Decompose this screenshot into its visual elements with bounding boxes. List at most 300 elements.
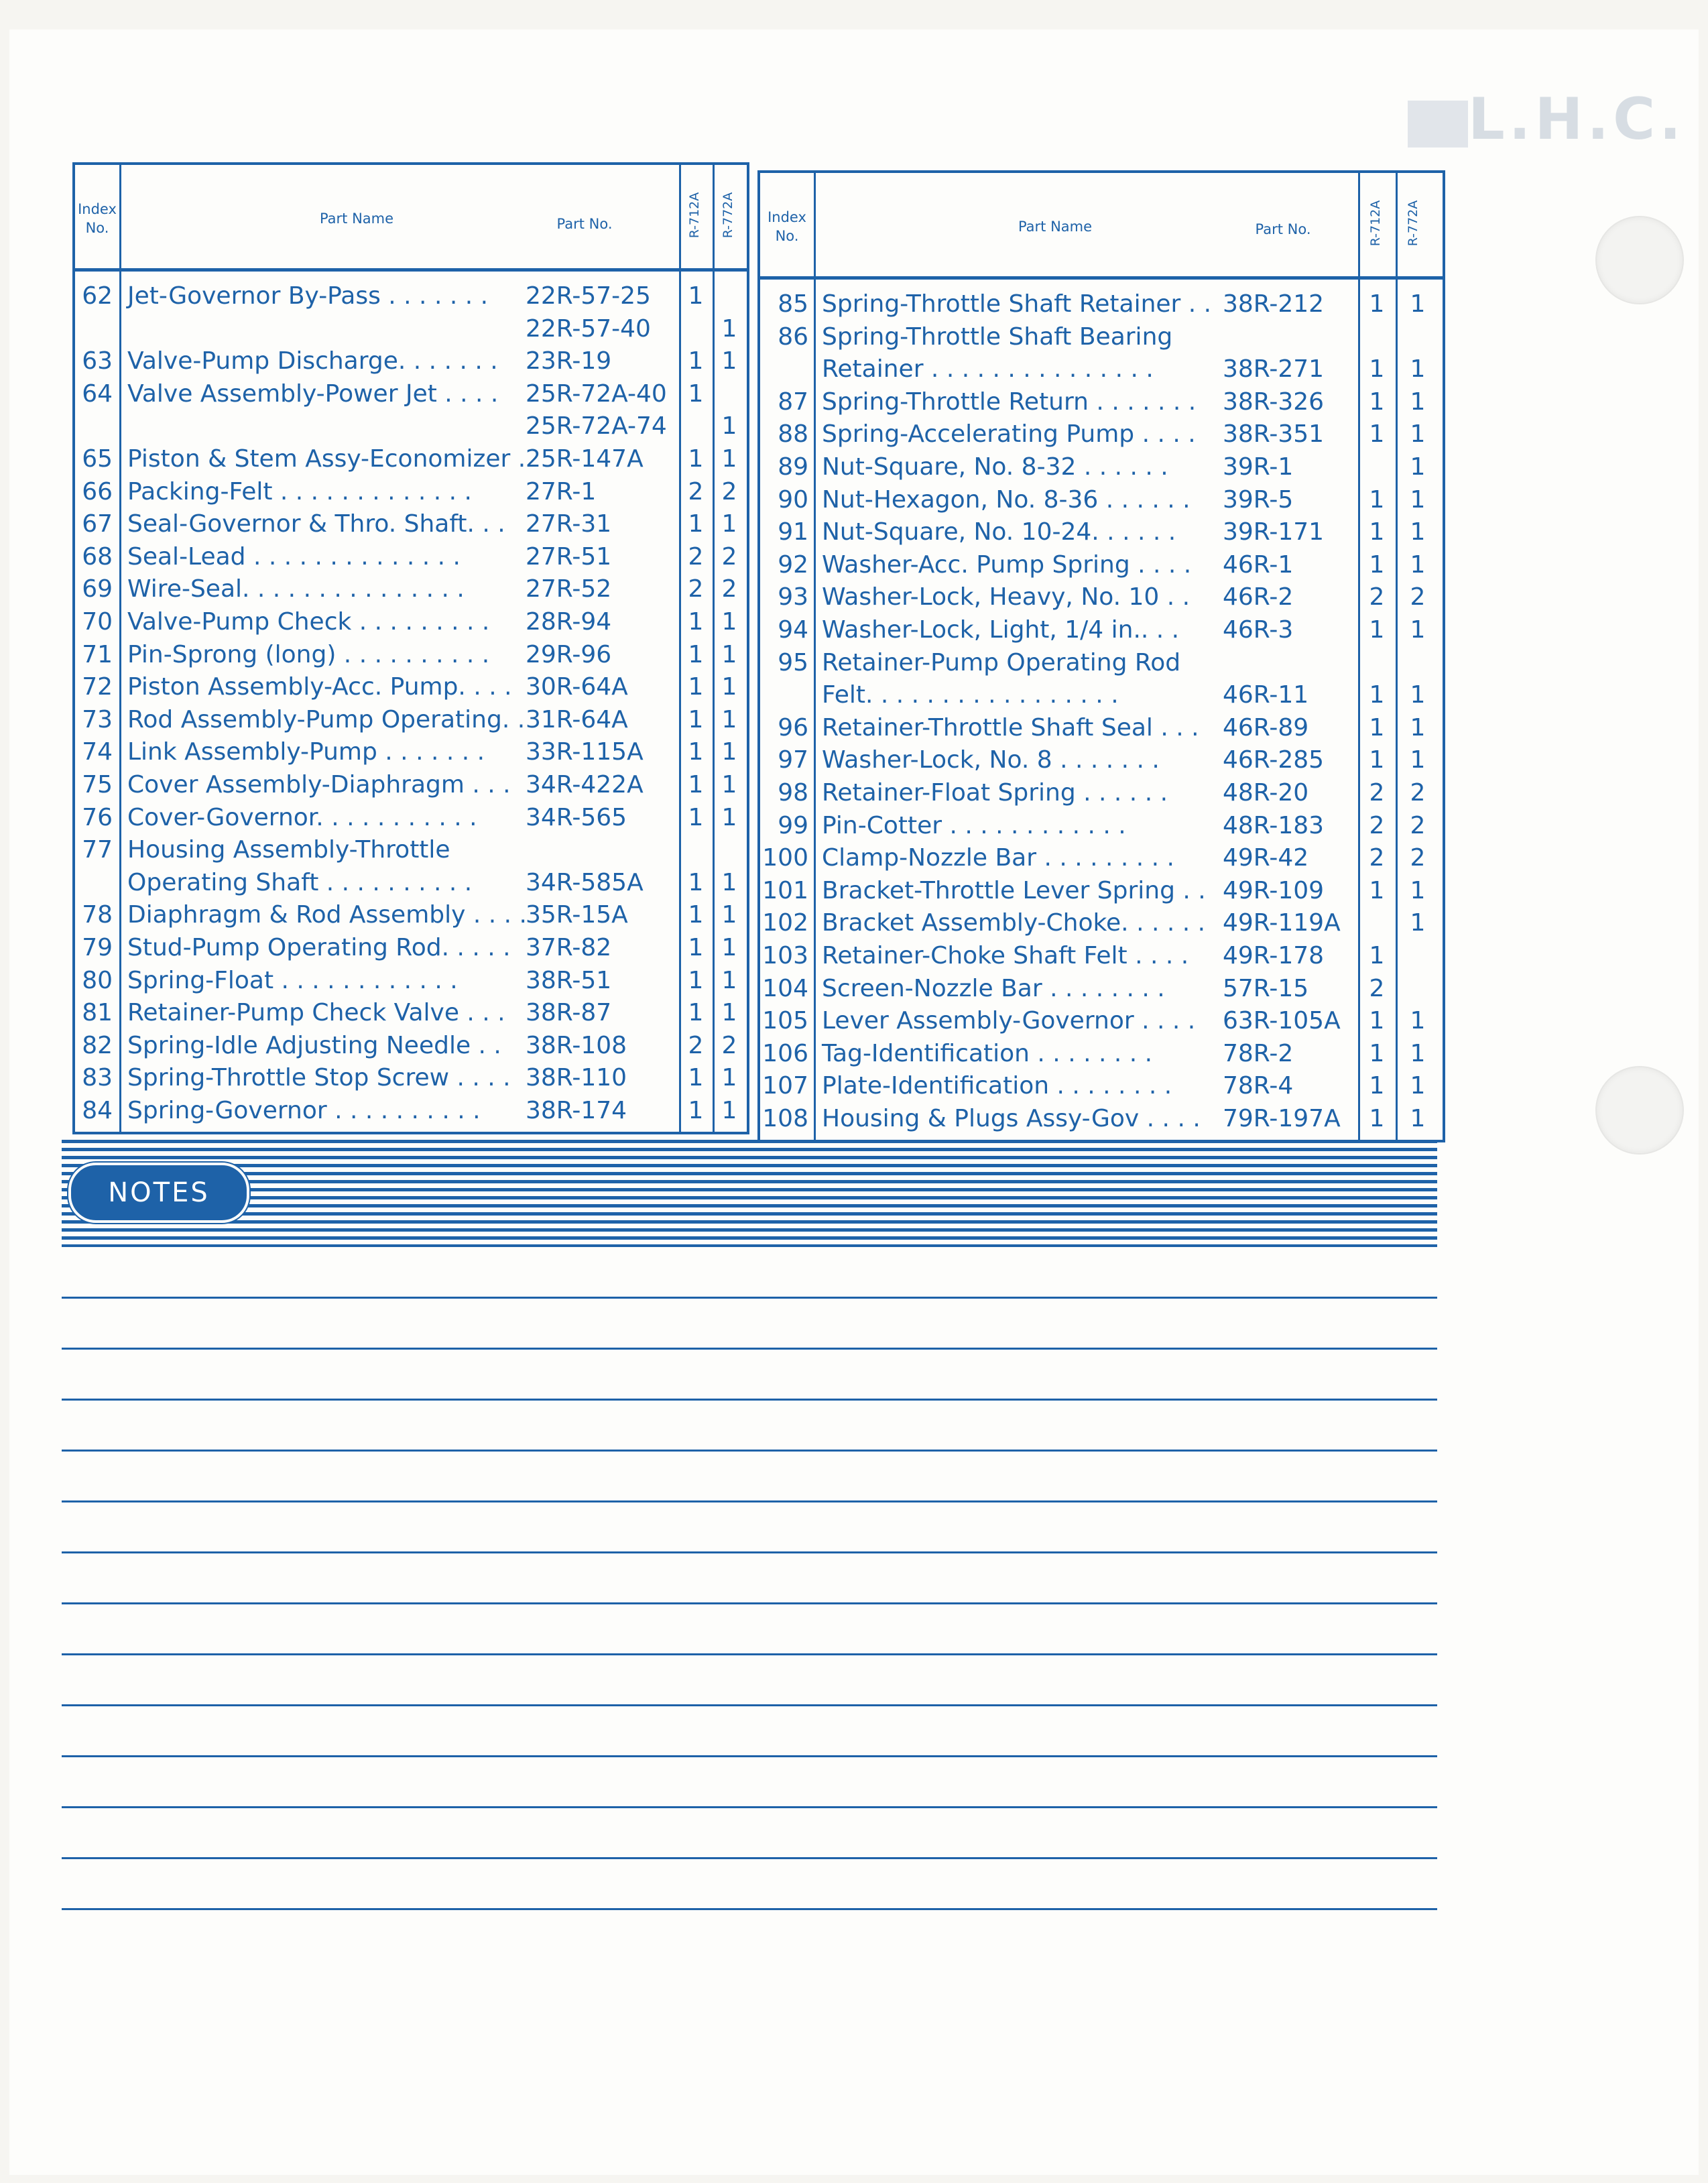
part-name-cell: Retainer-Float Spring . . . . . . [822, 779, 1168, 807]
part-number-cell: 22R-57-25 [526, 282, 651, 310]
qty-r712a-cell: 1 [688, 738, 704, 766]
qty-r712a-cell: 1 [688, 705, 704, 733]
part-number-cell: 34R-585A [526, 868, 644, 896]
part-number-cell: 38R-87 [526, 999, 612, 1027]
qty-r712a-cell: 1 [1369, 518, 1385, 546]
part-number-cell: 39R-5 [1223, 485, 1294, 514]
index-cell: 105 [762, 1007, 808, 1035]
part-name-cell: Seal-Governor & Thro. Shaft. . . [127, 510, 505, 538]
qty-r772a-cell: 1 [1410, 388, 1426, 416]
index-cell: 66 [82, 477, 113, 506]
part-number-cell: 25R-72A-74 [526, 412, 667, 440]
note-line [62, 1857, 1437, 1859]
qty-r712a-cell: 1 [1369, 485, 1385, 514]
part-name-cell: Spring-Throttle Shaft Bearing [822, 322, 1173, 351]
part-number-cell: 48R-183 [1223, 811, 1325, 839]
table-row [75, 443, 747, 475]
index-cell: 94 [778, 616, 808, 644]
bleed-through-block [1408, 101, 1468, 148]
bleed-through-title: L.H.C. [1468, 86, 1685, 153]
part-name-cell: Housing Assembly-Throttle [127, 836, 450, 864]
qty-r712a-cell: 2 [1369, 779, 1385, 807]
part-name-cell: Pin-Cotter . . . . . . . . . . . . [822, 811, 1126, 839]
qty-r772a-cell: 2 [1410, 811, 1426, 839]
table-row [75, 508, 747, 540]
part-number-cell: 38R-110 [526, 1064, 627, 1092]
index-cell: 98 [778, 779, 808, 807]
table-row [75, 606, 747, 638]
qty-r772a-cell: 1 [721, 934, 737, 961]
table-row [75, 834, 747, 866]
index-cell: 81 [82, 999, 113, 1027]
qty-r772a-cell: 1 [721, 673, 737, 701]
qty-r712a-cell: 1 [688, 510, 704, 538]
header-part-no: Part No. [556, 216, 613, 232]
table-row [75, 769, 747, 801]
index-cell: 88 [778, 420, 808, 449]
index-cell: 90 [778, 485, 808, 514]
part-name-cell: Link Assembly-Pump . . . . . . . [127, 738, 485, 766]
part-number-cell: 46R-11 [1223, 681, 1309, 709]
index-cell: 68 [82, 542, 113, 571]
part-number-cell: 29R-96 [526, 640, 612, 668]
qty-r772a-cell: 1 [1410, 420, 1426, 449]
part-number-cell: 39R-171 [1223, 518, 1325, 546]
index-cell: 108 [762, 1105, 808, 1132]
qty-r712a-cell: 2 [1369, 583, 1385, 611]
part-number-cell: 34R-422A [526, 771, 644, 799]
part-number-cell: 25R-147A [526, 445, 644, 473]
qty-r772a-cell: 1 [721, 1097, 737, 1124]
part-number-cell: 79R-197A [1223, 1105, 1341, 1132]
part-name-cell: Spring-Throttle Stop Screw . . . . [127, 1064, 511, 1092]
note-line [62, 1551, 1437, 1553]
index-cell: 91 [778, 518, 808, 546]
parts-table-left [72, 162, 749, 1134]
table-row [760, 288, 1443, 320]
qty-r712a-cell: 2 [688, 477, 704, 506]
qty-r712a-cell: 1 [688, 1097, 704, 1124]
qty-r772a-cell: 1 [1410, 355, 1426, 384]
qty-r712a-cell: 1 [688, 282, 704, 310]
index-cell: 82 [82, 1031, 113, 1059]
index-cell: 76 [82, 803, 113, 831]
index-cell: 75 [82, 771, 113, 799]
qty-r772a-cell: 1 [1410, 550, 1426, 579]
qty-r712a-cell: 1 [1369, 1039, 1385, 1067]
part-name-cell: Nut-Square, No. 8-32 . . . . . . [822, 453, 1168, 481]
qty-r772a-cell: 1 [721, 771, 737, 799]
index-cell: 65 [82, 445, 113, 473]
qty-r772a-cell: 1 [721, 738, 737, 766]
part-number-cell: 38R-51 [526, 966, 612, 994]
table-row [760, 484, 1443, 516]
part-name-cell: Valve Assembly-Power Jet . . . . [127, 379, 499, 408]
part-number-cell: 48R-20 [1223, 779, 1309, 807]
qty-r772a-cell: 1 [1410, 453, 1426, 481]
part-number-cell: 39R-1 [1223, 453, 1294, 481]
qty-r712a-cell: 1 [1369, 355, 1385, 384]
table-row [75, 639, 747, 671]
index-cell: 67 [82, 510, 113, 538]
index-cell: 84 [82, 1097, 113, 1124]
header-part-no: Part No. [1255, 221, 1311, 237]
part-number-cell: 57R-15 [1223, 974, 1309, 1002]
index-cell: 107 [762, 1072, 808, 1100]
index-cell: 97 [778, 746, 808, 774]
part-number-cell: 46R-2 [1223, 583, 1294, 611]
table-row [75, 476, 747, 508]
qty-r772a-cell: 1 [721, 803, 737, 831]
index-cell: 96 [778, 713, 808, 742]
qty-r772a-cell: 1 [721, 314, 737, 343]
note-line [62, 1500, 1437, 1502]
index-cell: 71 [82, 640, 113, 668]
index-cell: 102 [762, 909, 808, 937]
index-cell: 70 [82, 608, 113, 636]
part-number-cell: 38R-271 [1223, 355, 1325, 384]
table-row [760, 810, 1443, 842]
table-row [760, 679, 1443, 711]
table-row [75, 410, 747, 442]
part-name-cell: Packing-Felt . . . . . . . . . . . . . [127, 477, 472, 506]
qty-r712a-cell: 1 [688, 803, 704, 831]
table-row [760, 549, 1443, 581]
index-cell: 92 [778, 550, 808, 579]
qty-r772a-cell: 2 [1410, 779, 1426, 807]
qty-r772a-cell: 1 [721, 445, 737, 473]
qty-r712a-cell: 1 [1369, 290, 1385, 318]
qty-r772a-cell: 1 [1410, 713, 1426, 742]
part-number-cell: 46R-89 [1223, 713, 1309, 742]
part-name-cell: Retainer . . . . . . . . . . . . . . . [822, 355, 1154, 384]
part-name-cell: Screen-Nozzle Bar . . . . . . . . [822, 974, 1165, 1002]
qty-r712a-cell: 1 [1369, 942, 1385, 969]
note-line [62, 1755, 1437, 1757]
qty-r772a-cell: 1 [1410, 1105, 1426, 1132]
index-cell: 89 [778, 453, 808, 481]
qty-r772a-cell: 1 [1410, 876, 1426, 904]
qty-r772a-cell: 1 [721, 510, 737, 538]
table-row [75, 997, 747, 1029]
part-number-cell: 46R-285 [1223, 746, 1325, 774]
index-cell: 80 [82, 966, 113, 994]
table-row [75, 736, 747, 768]
table-row [75, 573, 747, 605]
part-name-cell: Cover-Governor. . . . . . . . . . . [127, 803, 477, 831]
part-number-cell: 38R-174 [526, 1097, 627, 1124]
table-row [75, 1030, 747, 1062]
note-line [62, 1704, 1437, 1706]
part-name-cell: Lever Assembly-Governor . . . . [822, 1007, 1196, 1035]
qty-r772a-cell: 1 [1410, 290, 1426, 318]
qty-r712a-cell: 1 [688, 966, 704, 994]
index-cell: 95 [778, 648, 808, 676]
part-name-cell: Stud-Pump Operating Rod. . . . . [127, 934, 511, 961]
part-name-cell: Washer-Lock, Light, 1/4 in.. . . [822, 616, 1180, 644]
qty-r712a-cell: 1 [688, 673, 704, 701]
part-name-cell: Wire-Seal. . . . . . . . . . . . . . . [127, 575, 465, 603]
table-row [760, 842, 1443, 874]
table-row [75, 280, 747, 312]
qty-r712a-cell: 2 [1369, 974, 1385, 1002]
part-name-cell: Pin-Sprong (long) . . . . . . . . . . [127, 640, 490, 668]
part-name-cell: Valve-Pump Discharge. . . . . . . [127, 347, 498, 375]
table-row [75, 899, 747, 931]
part-name-cell: Valve-Pump Check . . . . . . . . . [127, 608, 490, 636]
qty-r712a-cell: 1 [1369, 1105, 1385, 1132]
qty-r712a-cell: 1 [1369, 876, 1385, 904]
part-name-cell: Spring-Float . . . . . . . . . . . . [127, 966, 458, 994]
note-line [62, 1450, 1437, 1452]
note-line [62, 1908, 1437, 1910]
part-number-cell: 27R-1 [526, 477, 597, 506]
table-row [760, 1038, 1443, 1070]
table-row [75, 541, 747, 573]
qty-r712a-cell: 1 [688, 445, 704, 473]
qty-r772a-cell: 1 [721, 640, 737, 668]
part-name-cell: Piston Assembly-Acc. Pump. . . . [127, 673, 512, 701]
part-name-cell: Operating Shaft . . . . . . . . . . [127, 868, 473, 896]
table-row [75, 932, 747, 964]
header-r772a: R-772A [1406, 200, 1420, 247]
index-cell: 77 [82, 836, 113, 864]
qty-r712a-cell: 2 [1369, 811, 1385, 839]
note-line [62, 1399, 1437, 1401]
qty-r712a-cell: 1 [688, 640, 704, 668]
binder-hole-bottom [1595, 1066, 1684, 1155]
qty-r712a-cell: 1 [1369, 616, 1385, 644]
header-part-name: Part Name [1018, 219, 1093, 235]
qty-r772a-cell: 2 [721, 542, 737, 571]
qty-r712a-cell: 1 [1369, 681, 1385, 709]
part-number-cell: 49R-109 [1223, 876, 1325, 904]
part-number-cell: 37R-82 [526, 934, 612, 961]
notes-label: NOTES [68, 1163, 249, 1223]
part-number-cell: 38R-108 [526, 1031, 627, 1059]
part-name-cell: Tag-Identification . . . . . . . . [822, 1039, 1153, 1067]
index-cell: 101 [762, 876, 808, 904]
header-r772a: R-772A [721, 192, 735, 239]
part-number-cell: 31R-64A [526, 705, 628, 733]
qty-r712a-cell: 1 [688, 934, 704, 961]
table-row [760, 1103, 1443, 1135]
table-row [760, 516, 1443, 548]
index-cell: 62 [82, 282, 113, 310]
qty-r772a-cell: 1 [1410, 1072, 1426, 1100]
note-line [62, 1806, 1437, 1808]
qty-r712a-cell: 1 [688, 1064, 704, 1092]
qty-r772a-cell: 1 [721, 901, 737, 929]
qty-r772a-cell: 1 [721, 868, 737, 896]
part-name-cell: Retainer-Throttle Shaft Seal . . . [822, 713, 1199, 742]
index-cell: 87 [778, 388, 808, 416]
qty-r772a-cell: 1 [721, 608, 737, 636]
header-index: Index No. [768, 209, 806, 244]
header-r712a: R-712A [1368, 200, 1383, 247]
part-name-cell: Diaphragm & Rod Assembly . . . . [127, 901, 527, 929]
table-row [760, 875, 1443, 907]
part-number-cell: 49R-119A [1223, 909, 1341, 937]
qty-r712a-cell: 1 [1369, 746, 1385, 774]
table-row [75, 867, 747, 899]
qty-r712a-cell: 1 [1369, 420, 1385, 449]
part-name-cell: Washer-Lock, No. 8 . . . . . . . [822, 746, 1160, 774]
table-row [760, 353, 1443, 386]
qty-r712a-cell: 1 [1369, 713, 1385, 742]
qty-r712a-cell: 1 [688, 771, 704, 799]
part-number-cell: 78R-4 [1223, 1072, 1294, 1100]
index-cell: 86 [778, 322, 808, 351]
part-name-cell: Retainer-Pump Check Valve . . . [127, 999, 505, 1027]
qty-r712a-cell: 1 [688, 608, 704, 636]
part-number-cell: 22R-57-40 [526, 314, 651, 343]
qty-r712a-cell: 2 [688, 542, 704, 571]
qty-r772a-cell: 2 [721, 477, 737, 506]
index-cell: 72 [82, 673, 113, 701]
qty-r772a-cell: 1 [1410, 1007, 1426, 1035]
part-number-cell: 27R-51 [526, 542, 612, 571]
table-row [75, 1095, 747, 1127]
part-name-cell: Retainer-Choke Shaft Felt . . . . [822, 942, 1189, 969]
part-number-cell: 38R-351 [1223, 420, 1325, 449]
note-line [62, 1348, 1437, 1350]
index-cell: 106 [762, 1039, 808, 1067]
part-name-cell: Rod Assembly-Pump Operating. . [127, 705, 526, 733]
qty-r772a-cell: 1 [721, 1064, 737, 1092]
notes-band [62, 1140, 1437, 1247]
part-name-cell: Washer-Acc. Pump Spring . . . . [822, 550, 1192, 579]
part-number-cell: 46R-1 [1223, 550, 1294, 579]
part-name-cell: Spring-Governor . . . . . . . . . . [127, 1097, 481, 1124]
header-index: Index No. [78, 201, 117, 236]
note-line [62, 1653, 1437, 1655]
qty-r772a-cell: 1 [721, 999, 737, 1027]
qty-r772a-cell: 2 [1410, 583, 1426, 611]
table-row [760, 777, 1443, 809]
qty-r712a-cell: 1 [688, 347, 704, 375]
part-number-cell: 63R-105A [1223, 1007, 1341, 1035]
part-number-cell: 28R-94 [526, 608, 612, 636]
qty-r772a-cell: 1 [721, 705, 737, 733]
qty-r712a-cell: 1 [688, 868, 704, 896]
table-row [760, 712, 1443, 744]
part-number-cell: 78R-2 [1223, 1039, 1294, 1067]
qty-r772a-cell: 1 [1410, 1039, 1426, 1067]
part-name-cell: Bracket-Throttle Lever Spring . . [822, 876, 1206, 904]
qty-r712a-cell: 1 [688, 379, 704, 408]
table-row [760, 940, 1443, 972]
table-row [760, 1005, 1443, 1037]
part-name-cell: Washer-Lock, Heavy, No. 10 . . [822, 583, 1191, 611]
part-number-cell: 38R-326 [1223, 388, 1325, 416]
qty-r712a-cell: 2 [1369, 844, 1385, 872]
index-cell: 64 [82, 379, 113, 408]
part-name-cell: Spring-Idle Adjusting Needle . . [127, 1031, 501, 1059]
part-number-cell: 23R-19 [526, 347, 612, 375]
part-number-cell: 27R-31 [526, 510, 612, 538]
qty-r772a-cell: 1 [721, 412, 737, 440]
index-cell: 79 [82, 934, 113, 961]
table-row [75, 378, 747, 410]
part-name-cell: Spring-Throttle Return . . . . . . . [822, 388, 1197, 416]
table-row [760, 581, 1443, 613]
qty-r712a-cell: 1 [1369, 1072, 1385, 1100]
binder-hole-top [1595, 216, 1684, 304]
qty-r772a-cell: 1 [1410, 518, 1426, 546]
part-number-cell: 27R-52 [526, 575, 612, 603]
table-row [75, 671, 747, 703]
index-cell: 78 [82, 901, 113, 929]
index-cell: 104 [762, 974, 808, 1002]
header-r712a: R-712A [687, 192, 702, 239]
part-name-cell: Plate-Identification . . . . . . . . [822, 1072, 1172, 1100]
qty-r772a-cell: 2 [1410, 844, 1426, 872]
note-line [62, 1297, 1437, 1299]
part-number-cell: 25R-72A-40 [526, 379, 667, 408]
header-part-name: Part Name [319, 211, 394, 227]
qty-r712a-cell: 1 [688, 999, 704, 1027]
note-line [62, 1602, 1437, 1604]
qty-r772a-cell: 1 [721, 347, 737, 375]
qty-r712a-cell: 1 [688, 901, 704, 929]
part-number-cell: 30R-64A [526, 673, 628, 701]
part-name-cell: Nut-Square, No. 10-24. . . . . . [822, 518, 1176, 546]
qty-r772a-cell: 1 [1410, 746, 1426, 774]
index-cell: 63 [82, 347, 113, 375]
qty-r772a-cell: 1 [1410, 485, 1426, 514]
table-row [75, 704, 747, 736]
part-name-cell: Seal-Lead . . . . . . . . . . . . . . [127, 542, 461, 571]
part-name-cell: Retainer-Pump Operating Rod [822, 648, 1181, 676]
table-row [760, 1070, 1443, 1102]
part-number-cell: 46R-3 [1223, 616, 1294, 644]
index-cell: 93 [778, 583, 808, 611]
table-row [760, 386, 1443, 418]
table-row [760, 907, 1443, 939]
qty-r772a-cell: 1 [1410, 681, 1426, 709]
table-row [760, 321, 1443, 353]
qty-r772a-cell: 2 [721, 575, 737, 603]
part-name-cell: Clamp-Nozzle Bar . . . . . . . . . [822, 844, 1174, 872]
qty-r712a-cell: 2 [688, 1031, 704, 1059]
table-row [760, 647, 1443, 679]
part-name-cell: Spring-Accelerating Pump . . . . [822, 420, 1196, 449]
qty-r712a-cell: 2 [688, 575, 704, 603]
table-row [760, 973, 1443, 1005]
table-row [75, 965, 747, 997]
table-row [760, 451, 1443, 483]
part-name-cell: Housing & Plugs Assy-Gov . . . . [822, 1105, 1201, 1132]
part-name-cell: Piston & Stem Assy-Economizer . [127, 445, 526, 473]
part-number-cell: 33R-115A [526, 738, 644, 766]
index-cell: 85 [778, 290, 808, 318]
part-number-cell: 38R-212 [1223, 290, 1325, 318]
table-row [760, 744, 1443, 776]
part-number-cell: 49R-178 [1223, 942, 1325, 969]
qty-r772a-cell: 1 [1410, 909, 1426, 937]
part-name-cell: Nut-Hexagon, No. 8-36 . . . . . . [822, 485, 1191, 514]
parts-table-right [757, 170, 1445, 1142]
index-cell: 74 [82, 738, 113, 766]
table-row [75, 313, 747, 345]
table-row [75, 1062, 747, 1094]
part-name-cell: Cover Assembly-Diaphragm . . . [127, 771, 511, 799]
part-number-cell: 34R-565 [526, 803, 627, 831]
table-row [75, 802, 747, 834]
index-cell: 100 [762, 844, 808, 872]
index-cell: 99 [778, 811, 808, 839]
